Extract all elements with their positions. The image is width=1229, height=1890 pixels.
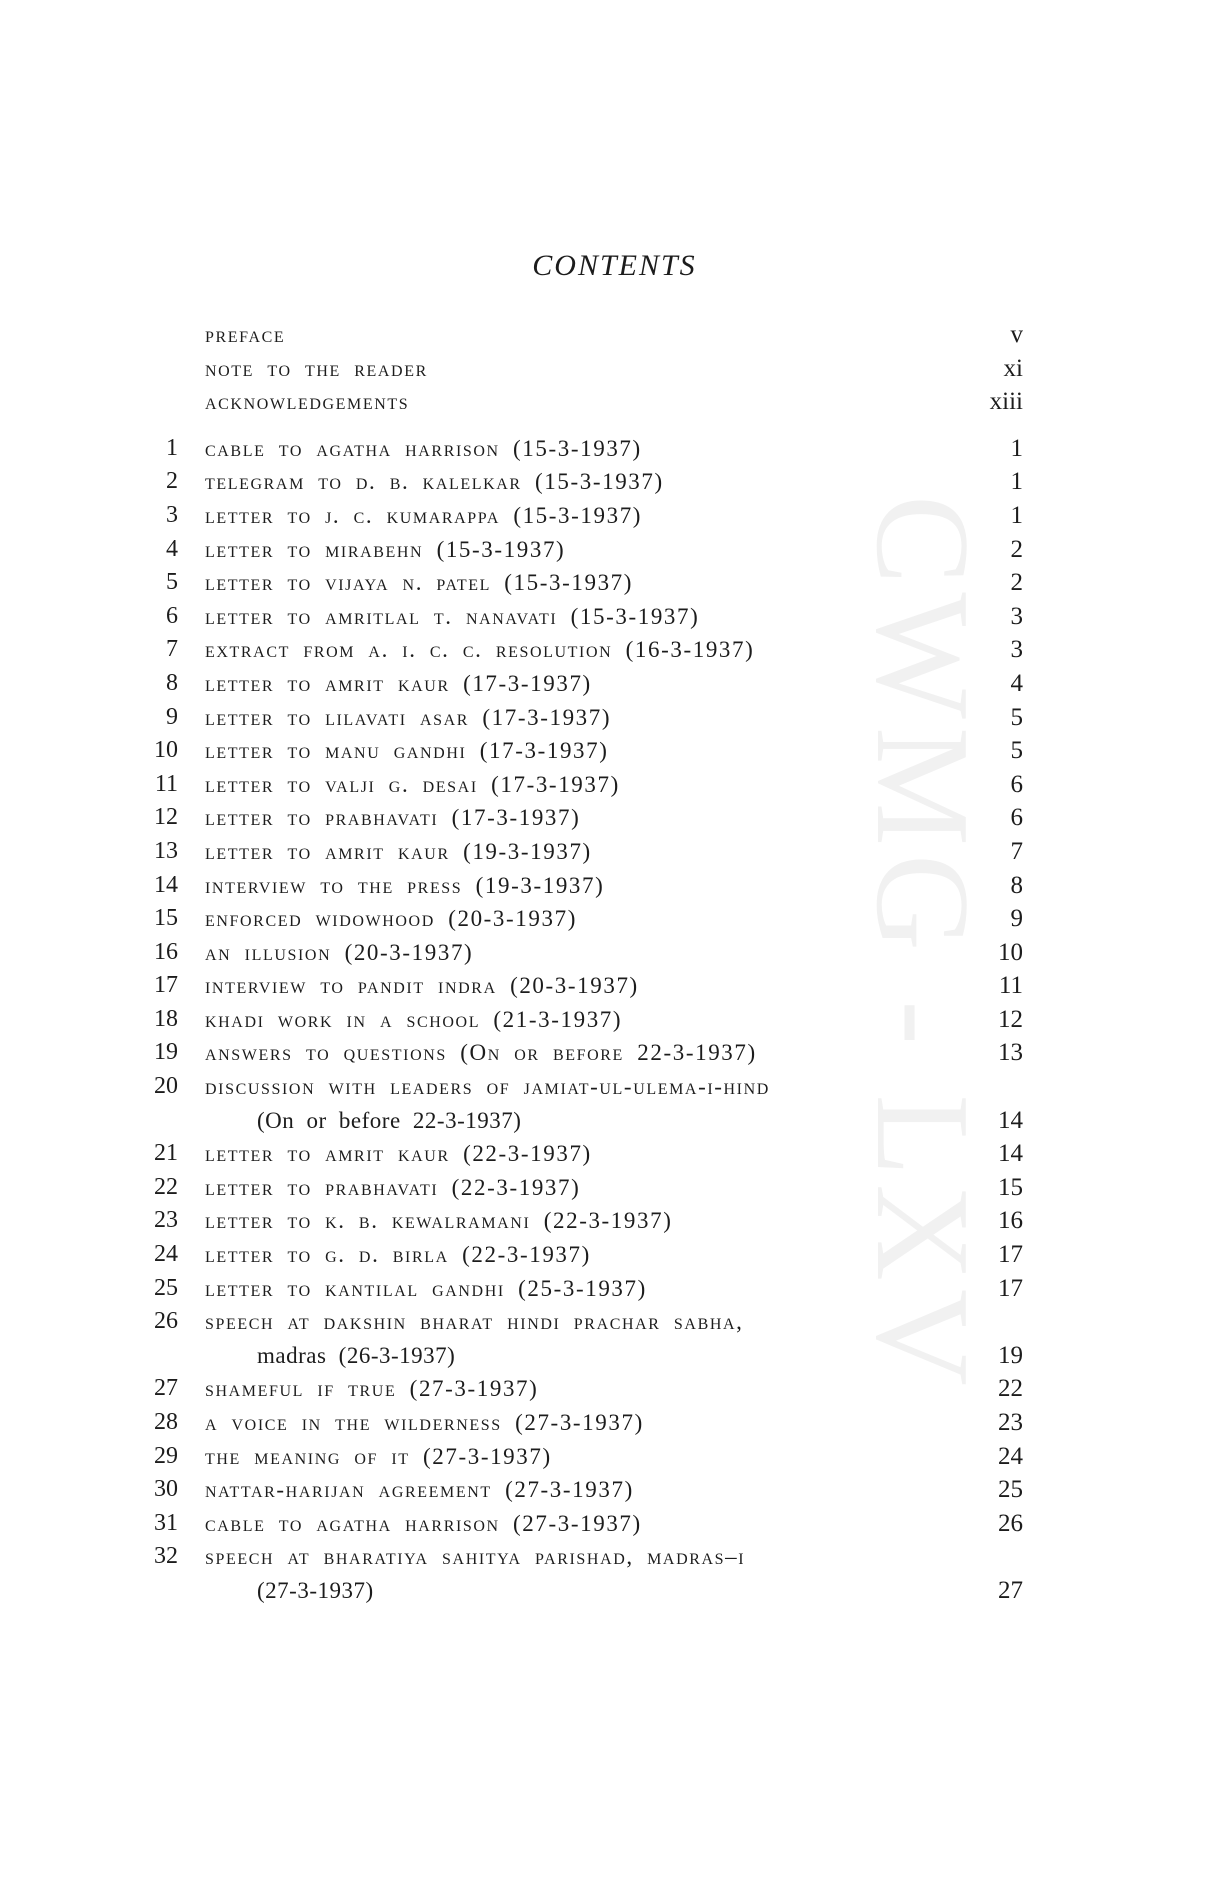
front-matter-label: acknowledgements (205, 389, 410, 415)
toc-row (0, 566, 1229, 600)
entry-number: 6 (166, 602, 178, 629)
page-number: 1 (1010, 434, 1023, 462)
toc-row (0, 768, 1229, 802)
page-number: 11 (998, 972, 1023, 1000)
page-number: 2 (1010, 535, 1023, 563)
entry-title (205, 1204, 672, 1238)
page-number: 7 (1010, 837, 1023, 865)
toc-row (0, 1305, 1229, 1372)
entry-title-line: speech at dakshin bharat hindi prachar sabha, (205, 1309, 744, 1335)
page-number: 25 (998, 1476, 1023, 1504)
page-number: 22 (998, 1375, 1023, 1403)
entry-number: 12 (154, 804, 178, 831)
page-number: 17 (998, 1274, 1023, 1302)
entry-title-line: letter to vijaya n. patel (15-3-1937) (205, 570, 634, 596)
entry-number: 23 (154, 1207, 178, 1234)
entry-number: 3 (166, 501, 178, 528)
toc-row (0, 1171, 1229, 1205)
front-matter-label: preface (205, 322, 286, 347)
entry-title (205, 869, 604, 903)
entry-number: 10 (154, 737, 178, 764)
toc-row (0, 1070, 1229, 1137)
entry-title (205, 936, 473, 970)
entry-number: 9 (166, 703, 178, 730)
page-number: 26 (998, 1509, 1023, 1537)
page-number: 16 (998, 1207, 1023, 1235)
entry-title-line: the meaning of it (27-3-1937) (205, 1443, 552, 1469)
entry-number: 5 (166, 569, 178, 596)
entry-number: 25 (154, 1274, 178, 1301)
page-number: 19 (998, 1341, 1023, 1369)
entry-title-line: letter to prabhavati (22-3-1937) (205, 1174, 581, 1200)
toc-row (0, 1137, 1229, 1171)
toc-row (0, 936, 1229, 970)
entry-title-line: an illusion (20-3-1937) (205, 939, 474, 965)
toc-row (0, 1003, 1229, 1037)
entry-title-line: answers to questions (On or before 22-3-1937) (205, 1040, 757, 1066)
front-matter-row (0, 318, 1229, 352)
entry-title-line: nattar-harijan agreement (27-3-1937) (205, 1477, 634, 1503)
entry-title (205, 1440, 552, 1474)
entry-number: 2 (166, 468, 178, 495)
entry-title (205, 768, 620, 802)
page-number: 8 (1010, 871, 1023, 899)
entry-number: 14 (154, 871, 178, 898)
entry-title (205, 1473, 634, 1507)
entry-title-line: letter to amritlal t. nanavati (15-3-1937) (205, 603, 700, 629)
entry-title-line: letter to valji g. desai (17-3-1937) (205, 771, 620, 797)
entry-title (205, 432, 642, 466)
entry-number: 13 (154, 837, 178, 864)
entry-title-line: interview to pandit indra (20-3-1937) (205, 973, 639, 999)
page-number: 6 (1010, 770, 1023, 798)
entry-title-line: cable to agatha harrison (27-3-1937) (205, 1510, 642, 1536)
entry-number: 27 (154, 1375, 178, 1402)
entry-title-line: letter to mirabehn (15-3-1937) (205, 536, 566, 562)
entry-title-line: letter to prabhavati (17-3-1937) (205, 805, 581, 831)
page-number: 15 (998, 1173, 1023, 1201)
entry-title-line: letter to kantilal gandhi (25-3-1937) (205, 1275, 647, 1301)
entry-title (205, 734, 609, 768)
page-number: 14 (998, 1106, 1023, 1134)
toc-row (0, 1238, 1229, 1272)
page-number: 1 (1010, 468, 1023, 496)
toc-row (0, 533, 1229, 567)
entry-title (205, 835, 592, 869)
entry-number: 21 (154, 1140, 178, 1167)
entry-number: 7 (166, 636, 178, 663)
entry-title (205, 969, 639, 1003)
entry-title (205, 499, 642, 533)
entry-title-line: letter to g. d. birla (22-3-1937) (205, 1242, 591, 1268)
page-number: 2 (1010, 569, 1023, 597)
page-number: v (1010, 321, 1023, 348)
page-number: 24 (998, 1442, 1023, 1470)
toc-row (0, 1507, 1229, 1541)
entry-title-line: shameful if true (27-3-1937) (205, 1376, 539, 1402)
entry-title-continuation: madras (26-3-1937) (257, 1342, 456, 1368)
entry-title-line: letter to amrit kaur (17-3-1937) (205, 670, 592, 696)
entry-title (205, 667, 592, 701)
entry-title-line: speech at bharatiya sahitya parishad, madras–i (205, 1544, 746, 1570)
page-number: 27 (998, 1576, 1023, 1604)
page-number: 13 (998, 1039, 1023, 1067)
entry-title (205, 701, 611, 735)
page-number: 1 (1010, 501, 1023, 529)
toc-row (0, 902, 1229, 936)
entry-title-line: telegram to d. b. kalelkar (15-3-1937) (205, 469, 664, 495)
toc-row (0, 633, 1229, 667)
entry-title (205, 1070, 770, 1137)
entry-number: 32 (154, 1543, 178, 1570)
entry-title (205, 465, 664, 499)
page-number: 23 (998, 1409, 1023, 1436)
page-number: 5 (1010, 737, 1023, 765)
toc-row (0, 701, 1229, 735)
toc-row (0, 465, 1229, 499)
entry-number: 19 (154, 1039, 178, 1066)
entry-title (205, 1305, 744, 1372)
page-number: xiii (989, 388, 1023, 416)
front-matter-title (205, 352, 428, 386)
toc-row (0, 835, 1229, 869)
toc-row (0, 1440, 1229, 1474)
entry-number: 31 (154, 1509, 178, 1536)
page-number: xi (1003, 354, 1023, 382)
front-matter-title (205, 318, 285, 352)
entry-number: 4 (166, 535, 178, 562)
entry-number: 16 (154, 938, 178, 965)
entry-title (205, 1540, 745, 1607)
entry-title (205, 600, 699, 634)
entry-title (205, 1171, 580, 1205)
toc-row (0, 1372, 1229, 1406)
page-number: 9 (1010, 905, 1023, 933)
toc-row (0, 1272, 1229, 1306)
entry-number: 29 (154, 1442, 178, 1469)
entry-title-line: letter to amrit kaur (19-3-1937) (205, 838, 592, 864)
entry-number: 30 (154, 1476, 178, 1503)
page-number: 17 (998, 1241, 1023, 1269)
entry-title (205, 1137, 592, 1171)
entry-title (205, 1036, 757, 1070)
entry-number: 24 (154, 1241, 178, 1268)
entry-title (205, 801, 580, 835)
entry-title-line: letter to lilavati asar (17-3-1937) (205, 704, 612, 730)
entry-title (205, 1272, 647, 1306)
entry-title-line: discussion with leaders of jamiat-ul-ulema-i-hind (205, 1074, 770, 1100)
toc-row (0, 801, 1229, 835)
entry-title (205, 633, 754, 667)
page-number: 10 (998, 938, 1023, 966)
entry-title-line: interview to the press (19-3-1937) (205, 872, 605, 898)
entry-title (205, 1507, 642, 1541)
entry-title (205, 1406, 644, 1440)
entry-number: 1 (166, 434, 178, 461)
toc-row (0, 1204, 1229, 1238)
toc-row (0, 1473, 1229, 1507)
entry-number: 8 (166, 669, 178, 696)
entry-title-line: extract from a. i. c. c. resolution (16-3-1937) (205, 637, 755, 663)
front-matter-label: note to the reader (205, 355, 428, 381)
toc-row (0, 969, 1229, 1003)
entry-title (205, 1372, 538, 1406)
entry-number: 11 (154, 770, 178, 797)
front-matter-row (0, 385, 1229, 419)
toc-row (0, 1036, 1229, 1070)
page-number: 5 (1010, 703, 1023, 731)
page-number: 12 (998, 1005, 1023, 1033)
entry-number: 15 (154, 905, 178, 932)
entry-number: 26 (154, 1308, 178, 1335)
page-number: 14 (998, 1140, 1023, 1168)
entry-number: 22 (154, 1173, 178, 1200)
entry-title (205, 566, 633, 600)
entry-title (205, 533, 565, 567)
toc-row (0, 667, 1229, 701)
toc-row (0, 869, 1229, 903)
toc-row (0, 1406, 1229, 1440)
entry-title (205, 1003, 622, 1037)
page-number: 3 (1010, 636, 1023, 664)
page-number: 3 (1010, 602, 1023, 630)
entry-title-line: khadi work in a school (21-3-1937) (205, 1006, 623, 1032)
entry-title-line: letter to k. b. kewalramani (22-3-1937) (205, 1208, 673, 1234)
entry-title-continuation: (27-3-1937) (257, 1577, 374, 1603)
page-number: 4 (1010, 669, 1023, 697)
entry-title-line: cable to agatha harrison (15-3-1937) (205, 435, 642, 461)
front-matter-title (205, 385, 409, 419)
entry-title-line: letter to j. c. kumarappa (15-3-1937) (205, 502, 643, 528)
table-of-contents (0, 318, 1229, 1608)
entry-title (205, 1238, 591, 1272)
entry-number: 28 (154, 1409, 178, 1435)
entry-title-line: letter to manu gandhi (17-3-1937) (205, 738, 609, 764)
toc-row (0, 499, 1229, 533)
toc-row (0, 600, 1229, 634)
toc-row (0, 1540, 1229, 1607)
entry-title-line: letter to amrit kaur (22-3-1937) (205, 1141, 592, 1167)
toc-row (0, 432, 1229, 466)
entry-number: 20 (154, 1073, 178, 1100)
watermark: CWMG - LXV (849, 495, 997, 1394)
entry-title (205, 902, 577, 936)
page-title: CONTENTS (532, 249, 697, 282)
entry-title-continuation: (On or before 22-3-1937) (257, 1107, 522, 1133)
toc-row (0, 734, 1229, 768)
entry-title-line: a voice in the wilderness (27-3-1937) (205, 1410, 644, 1435)
entry-number: 17 (154, 972, 178, 999)
entry-number: 18 (154, 1005, 178, 1032)
entry-title-line: enforced widowhood (20-3-1937) (205, 906, 577, 932)
page-number: 6 (1010, 804, 1023, 832)
front-matter-row (0, 352, 1229, 386)
